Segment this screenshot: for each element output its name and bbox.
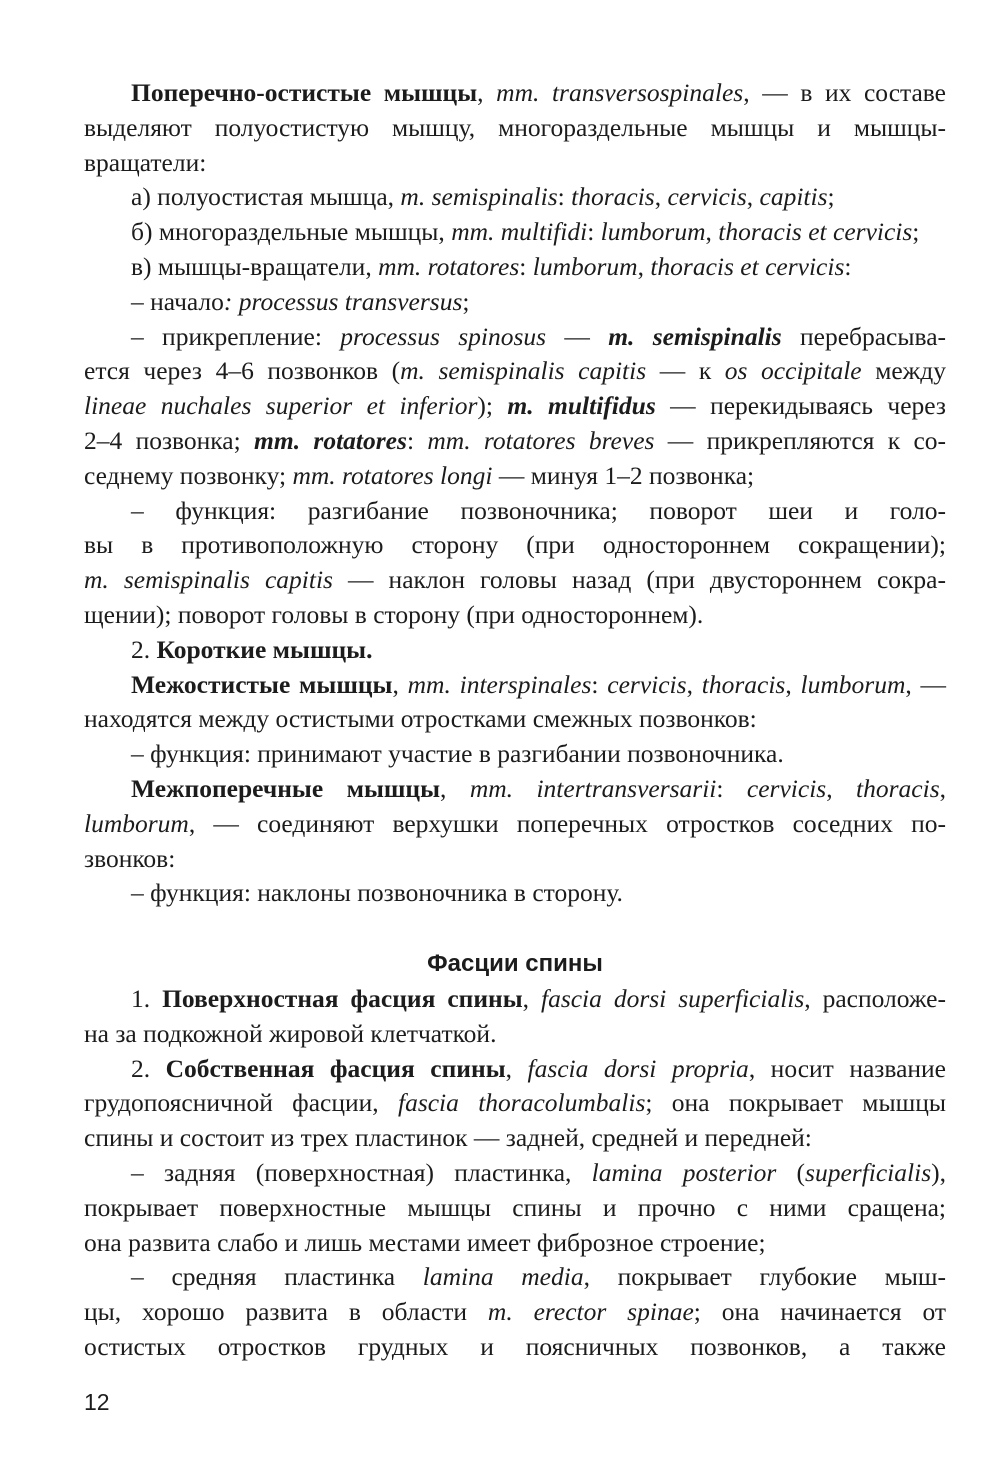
text: : bbox=[716, 773, 747, 803]
text: б) многораздельные мышцы, bbox=[131, 217, 452, 247]
text-line: на за подкожной жировой клетчаткой. bbox=[84, 1018, 497, 1048]
text: 2. bbox=[131, 634, 157, 664]
text: 1. bbox=[131, 983, 163, 1013]
term-latin: thoracis bbox=[701, 669, 786, 699]
item-function-interspinales bbox=[84, 737, 946, 772]
term-latin: os occipitale bbox=[724, 356, 862, 386]
term-bold: Поверхностная фасция спины bbox=[162, 983, 523, 1013]
text: в) мышцы-вращатели, bbox=[131, 251, 379, 281]
text: : bbox=[406, 425, 428, 455]
text-line: – функция: принимают участие в разгибании позвоночника. bbox=[131, 739, 784, 769]
text: цы, хорошо развита в области bbox=[84, 1297, 488, 1327]
term-latin: lumborum bbox=[800, 669, 906, 699]
text-line: – функция: наклоны позвоночника в сторону. bbox=[131, 878, 623, 908]
term-latin: mm. transversospinales bbox=[496, 78, 744, 107]
text-line: покрывает поверхностные мышцы спины и прочно с ними сращена; bbox=[84, 1192, 946, 1222]
term-latin: fascia dorsi superficialis bbox=[540, 983, 805, 1013]
text: ), bbox=[931, 1157, 946, 1187]
text: , bbox=[785, 669, 801, 699]
item-function bbox=[84, 494, 946, 633]
text: ; bbox=[462, 286, 470, 316]
term-latin: mm. intertransversarii bbox=[469, 773, 717, 803]
text: , bbox=[686, 669, 702, 699]
text: грудопоясничной фасции, bbox=[84, 1088, 398, 1118]
term-bold: Собственная фасция спины bbox=[165, 1053, 506, 1083]
text: между bbox=[861, 356, 946, 386]
term-latin: m. semispinalis capitis bbox=[400, 356, 647, 386]
text: – средняя пластинка bbox=[131, 1262, 423, 1292]
term-latin: lineae nuchales superior et inferior bbox=[84, 391, 478, 421]
text: : bbox=[591, 669, 608, 699]
paragraph-fascia-propria bbox=[84, 1052, 946, 1156]
term-latin: cervicis bbox=[607, 669, 687, 699]
term-latin: lamina media bbox=[422, 1262, 584, 1292]
term-latin: mm. rotatores bbox=[378, 251, 520, 281]
term-bold-latin: m. semispinalis bbox=[608, 321, 782, 351]
item-attachment bbox=[84, 320, 946, 494]
text-line: звонков: bbox=[84, 843, 176, 873]
text-line: – функция: разгибание позвоночника; поворот шеи и голо- bbox=[131, 495, 946, 525]
term-bold: Короткие мышцы. bbox=[156, 634, 373, 664]
list-item-a bbox=[84, 180, 946, 215]
paragraph-transversospinales bbox=[84, 76, 946, 180]
term-latin: m. semispinalis bbox=[400, 182, 558, 212]
term-latin: capitis bbox=[759, 182, 828, 212]
text: : bbox=[519, 251, 533, 281]
term-latin: fascia thoracolumbalis bbox=[397, 1088, 646, 1118]
text: — перекидываясь через bbox=[655, 391, 946, 421]
text: : bbox=[557, 182, 572, 212]
text: , bbox=[522, 983, 541, 1013]
term-latin: cervicis bbox=[746, 773, 827, 803]
text: 2–4 позвонка; bbox=[84, 425, 255, 455]
text-line: вы в противоположную сторону (при одностороннем сокращении); bbox=[84, 530, 946, 560]
section-short-muscles bbox=[84, 633, 946, 668]
paragraph-fascia-superficialis bbox=[84, 982, 946, 1052]
text: , носит название bbox=[748, 1053, 946, 1083]
term-latin: thoracis bbox=[856, 773, 940, 803]
term-latin: : processus transversus bbox=[223, 286, 463, 316]
list-item-v bbox=[84, 250, 946, 285]
term-latin: mm. rotatores breves bbox=[427, 425, 655, 455]
term-latin: mm. multifidi bbox=[451, 217, 588, 247]
text: : bbox=[587, 217, 601, 247]
text-line: спины и состоит из трех пластинок — задней, средней и передней: bbox=[84, 1123, 812, 1153]
item-lamina-posterior bbox=[84, 1156, 946, 1260]
text: , bbox=[392, 669, 408, 699]
term-bold: Поперечно-остистые мышцы bbox=[131, 78, 478, 107]
text: — наклон головы назад (при двустороннем сокра- bbox=[332, 565, 946, 595]
page-number: 12 bbox=[84, 1389, 110, 1415]
term-latin: superficialis bbox=[805, 1157, 932, 1187]
text-line: выделяют полуостистую мышцу, многораздельные мышцы и мышцы- bbox=[84, 112, 946, 142]
term-latin: fascia dorsi propria bbox=[527, 1053, 749, 1083]
text-line: она развита слабо и лишь местами имеет фиброзное строение; bbox=[84, 1227, 766, 1257]
text: ; она начинается от bbox=[693, 1297, 946, 1327]
term-bold-latin: m. multifidus bbox=[507, 391, 656, 421]
term-latin: m. erector spinae bbox=[487, 1297, 694, 1327]
text: ; bbox=[827, 182, 835, 212]
term-latin: thoracis bbox=[571, 182, 655, 212]
term-bold: Межостистые мышцы bbox=[131, 669, 393, 699]
term-latin: lumborum bbox=[600, 217, 706, 247]
text: перебрасыва- bbox=[781, 321, 947, 351]
text: , покрывает глубокие мыш- bbox=[583, 1262, 946, 1292]
text: ); bbox=[477, 391, 508, 421]
text: , — bbox=[905, 669, 947, 699]
text: , bbox=[939, 773, 946, 803]
item-lamina-media bbox=[84, 1260, 946, 1364]
text: , bbox=[505, 1053, 528, 1083]
term-latin: cervicis bbox=[667, 182, 747, 212]
term-bold: Межпоперечные мышцы bbox=[131, 773, 441, 803]
text: , bbox=[477, 78, 497, 107]
term-bold-latin: mm. rotatores bbox=[254, 425, 407, 455]
term-latin: thoracis et cervicis bbox=[718, 217, 913, 247]
text: , bbox=[654, 182, 668, 212]
text: — прикрепляются к со- bbox=[654, 425, 947, 455]
term-latin: processus spinosus bbox=[340, 321, 547, 351]
term-latin: lumborum bbox=[532, 251, 638, 281]
item-function-intertransversarii bbox=[84, 876, 946, 911]
list-item-b bbox=[84, 215, 946, 250]
text: , bbox=[705, 217, 719, 247]
text: , bbox=[746, 182, 760, 212]
text: седнему позвонку; bbox=[84, 460, 293, 490]
text: , — соединяют верхушки поперечных отростков соседних по- bbox=[188, 808, 946, 838]
text-line: остистых отростков грудных и поясничных позвонков, а также bbox=[84, 1331, 946, 1361]
text: – задняя (поверхностная) пластинка, bbox=[131, 1157, 592, 1187]
text: — к bbox=[646, 356, 725, 386]
text: : bbox=[844, 251, 852, 281]
text: , bbox=[826, 773, 857, 803]
term-latin: mm. interspinales bbox=[407, 669, 592, 699]
term-latin: mm. rotatores longi bbox=[292, 460, 493, 490]
text: ; она покрывает мышцы bbox=[645, 1088, 946, 1118]
text: , расположе- bbox=[804, 983, 946, 1013]
text-line: вращатели: bbox=[84, 147, 207, 177]
text: — bbox=[546, 321, 609, 351]
term-latin: thoracis et cervicis bbox=[650, 251, 845, 281]
text: ется через 4–6 позвонков ( bbox=[84, 356, 401, 386]
text-line: находятся между остистыми отростками смежных позвонков: bbox=[84, 704, 757, 734]
text: – прикрепление: bbox=[131, 321, 341, 351]
term-latin: lumborum bbox=[84, 808, 189, 838]
paragraph-interspinales bbox=[84, 668, 946, 738]
term-latin: lamina posterior bbox=[591, 1157, 777, 1187]
text: ( bbox=[776, 1157, 806, 1187]
text: , bbox=[440, 773, 470, 803]
text: , bbox=[637, 251, 651, 281]
paragraph-intertransversarii bbox=[84, 772, 946, 876]
item-start bbox=[84, 285, 946, 320]
text: 2. bbox=[131, 1053, 166, 1083]
page-text bbox=[84, 76, 946, 1365]
text: ; bbox=[912, 217, 920, 247]
text: — минуя 1–2 позвонка; bbox=[492, 460, 755, 490]
section-heading-fascia: Фасции спины bbox=[427, 950, 603, 978]
text: а) полуостистая мышца, bbox=[131, 182, 401, 212]
term-latin: m. semispinalis capitis bbox=[84, 565, 333, 595]
text: – начало bbox=[131, 286, 224, 316]
section-gap bbox=[84, 911, 946, 947]
text-line: щении); поворот головы в сторону (при одностороннем). bbox=[84, 599, 704, 629]
text: , — в их составе bbox=[743, 78, 946, 107]
